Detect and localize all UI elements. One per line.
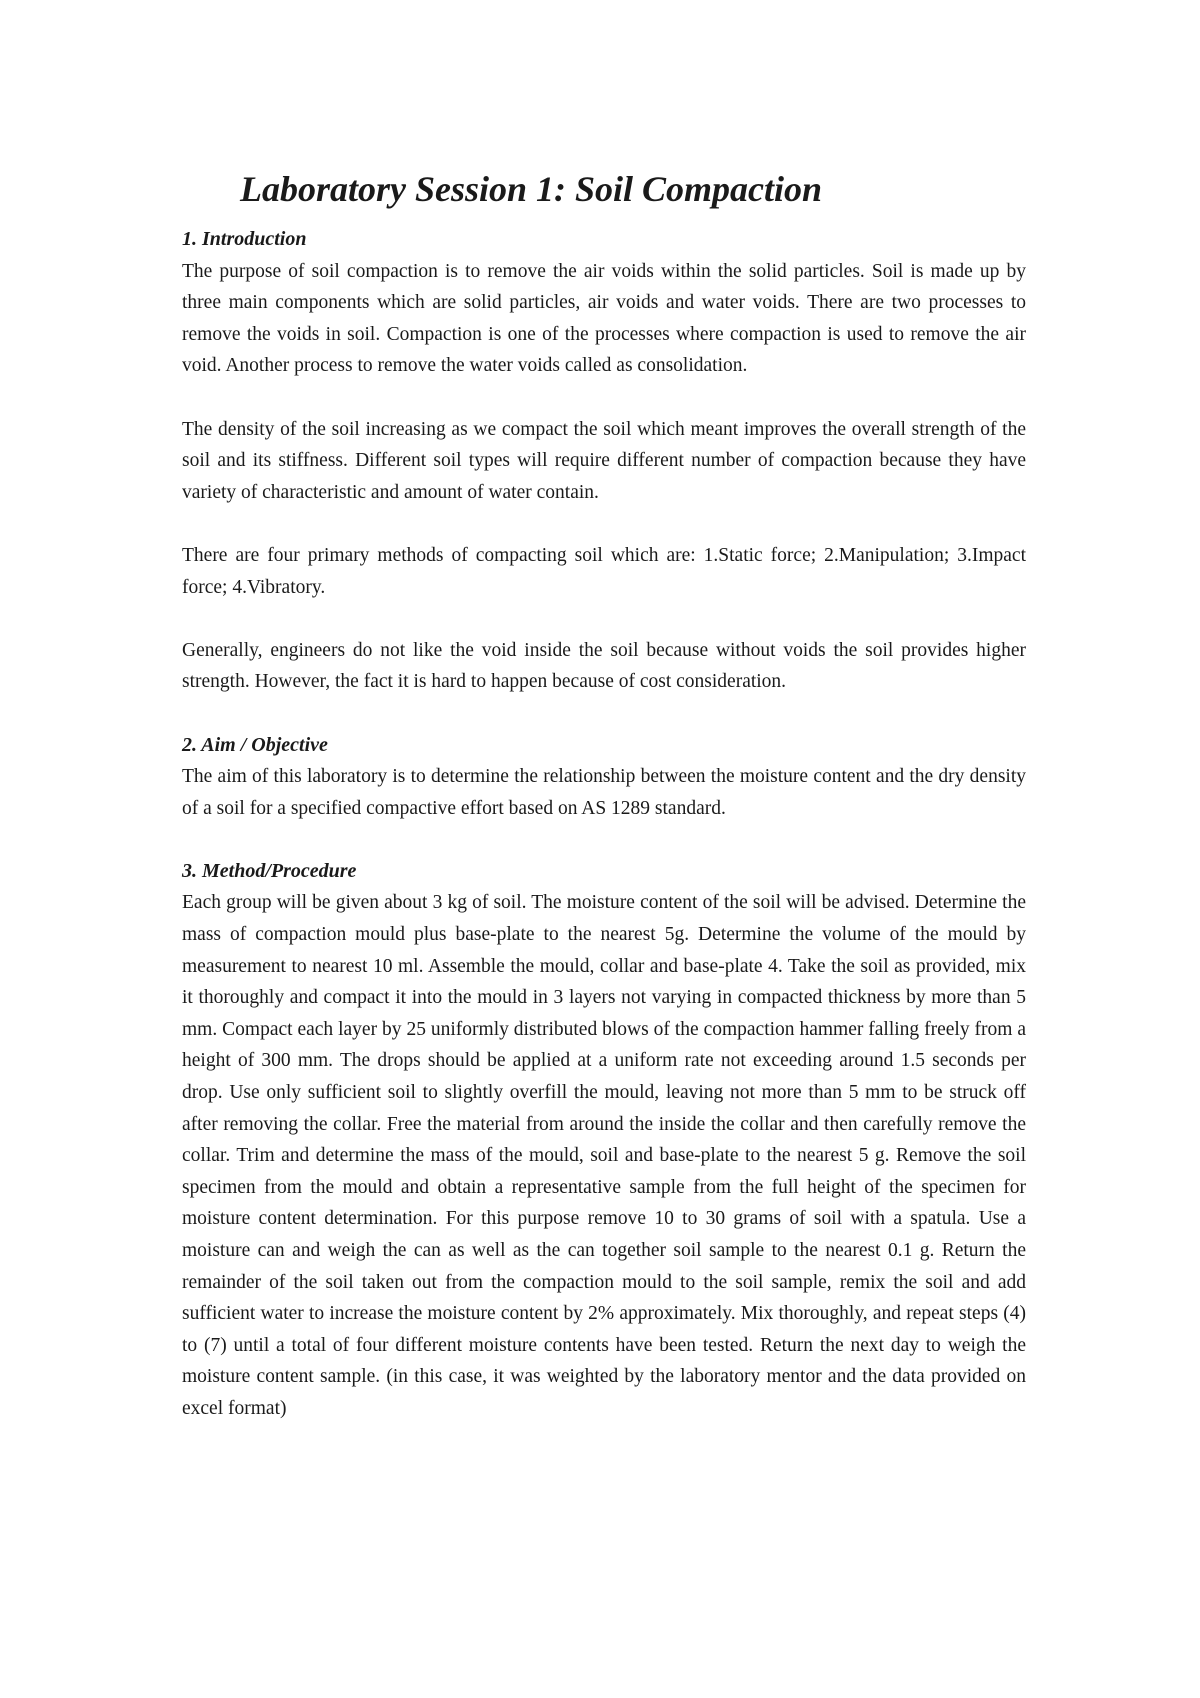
introduction-paragraph-1: The purpose of soil compaction is to remove the air voids within the solid particles. Soil is made up by three main components which are solid particles, air voids and water voids. There are two processes to remove the voids in soil. Compaction is one of the processes where compaction is used to remove the air void. Another process to remove the water voids called as consolidation.	[182, 260, 1026, 377]
method-paragraph: Each group will be given about 3 kg of soil. The moisture content of the soil will be advised. Determine the mass of compaction mould plus base-plate to the nearest 5g. Determine the volume of the mould by measurement to nearest 10 ml. Assemble the mould, collar and base-plate 4. Take the soil as provided, mix it thoroughly and compact it into the mould in 3 layers not varying in compacted thickness by more than 5 mm. Compact each layer by 25 uniformly distributed blows of the compaction hammer falling freely from a height of 300 mm. The drops should be applied at a uniform rate not exceeding around 1.5 seconds per drop. Use only sufficient soil to slightly overfill the mould, leaving not more than 5 mm to be struck off after removing the collar. Free the material from around the inside the collar and then carefully remove the collar. Trim and determine the mass of the mould, soil and base-plate to the nearest 5 g. Remove the soil specimen from the mould and obtain a representative sample from the full height of the specimen for moisture content determination. For this purpose remove 10 to 30 grams of soil with a spatula. Use a moisture can and weigh the can as well as the can together soil sample to the nearest 0.1 g. Return the remainder of the soil taken out from the compaction mould to the soil sample, remix the soil and add sufficient water to increase the moisture content by 2% approximately. Mix thoroughly, and repeat steps (4) to (7) until a total of four different moisture contents have been tested. Return the next day to weigh the moisture content sample. (in this case, it was weighted by the laboratory mentor and the data provided on excel format)	[182, 892, 1026, 1419]
section-heading-aim: 2. Aim / Objective	[182, 733, 328, 756]
document-title: Laboratory Session 1: Soil Compaction	[240, 169, 823, 209]
introduction-paragraph-4: Generally, engineers do not like the void inside the soil because without voids the soil provides higher strength. However, the fact it is hard to happen because of cost consideration.	[182, 639, 1026, 693]
introduction-paragraph-2: The density of the soil increasing as we compact the soil which meant improves the overall strength of the soil and its stiffness. Different soil types will require different number of compaction because they have variety of characteristic and amount of water contain.	[182, 418, 1026, 503]
document-body	[182, 224, 1026, 1425]
section-heading-method: 3. Method/Procedure	[182, 859, 357, 882]
aim-paragraph: The aim of this laboratory is to determine the relationship between the moisture content and the dry density of a soil for a specified compactive effort based on AS 1289 standard.	[182, 766, 1026, 819]
section-heading-introduction: 1. Introduction	[182, 228, 307, 250]
introduction-paragraph-3: There are four primary methods of compacting soil which are: 1.Static force; 2.Manipulation; 3.Impact force; 4.Vibratory.	[182, 544, 1026, 598]
